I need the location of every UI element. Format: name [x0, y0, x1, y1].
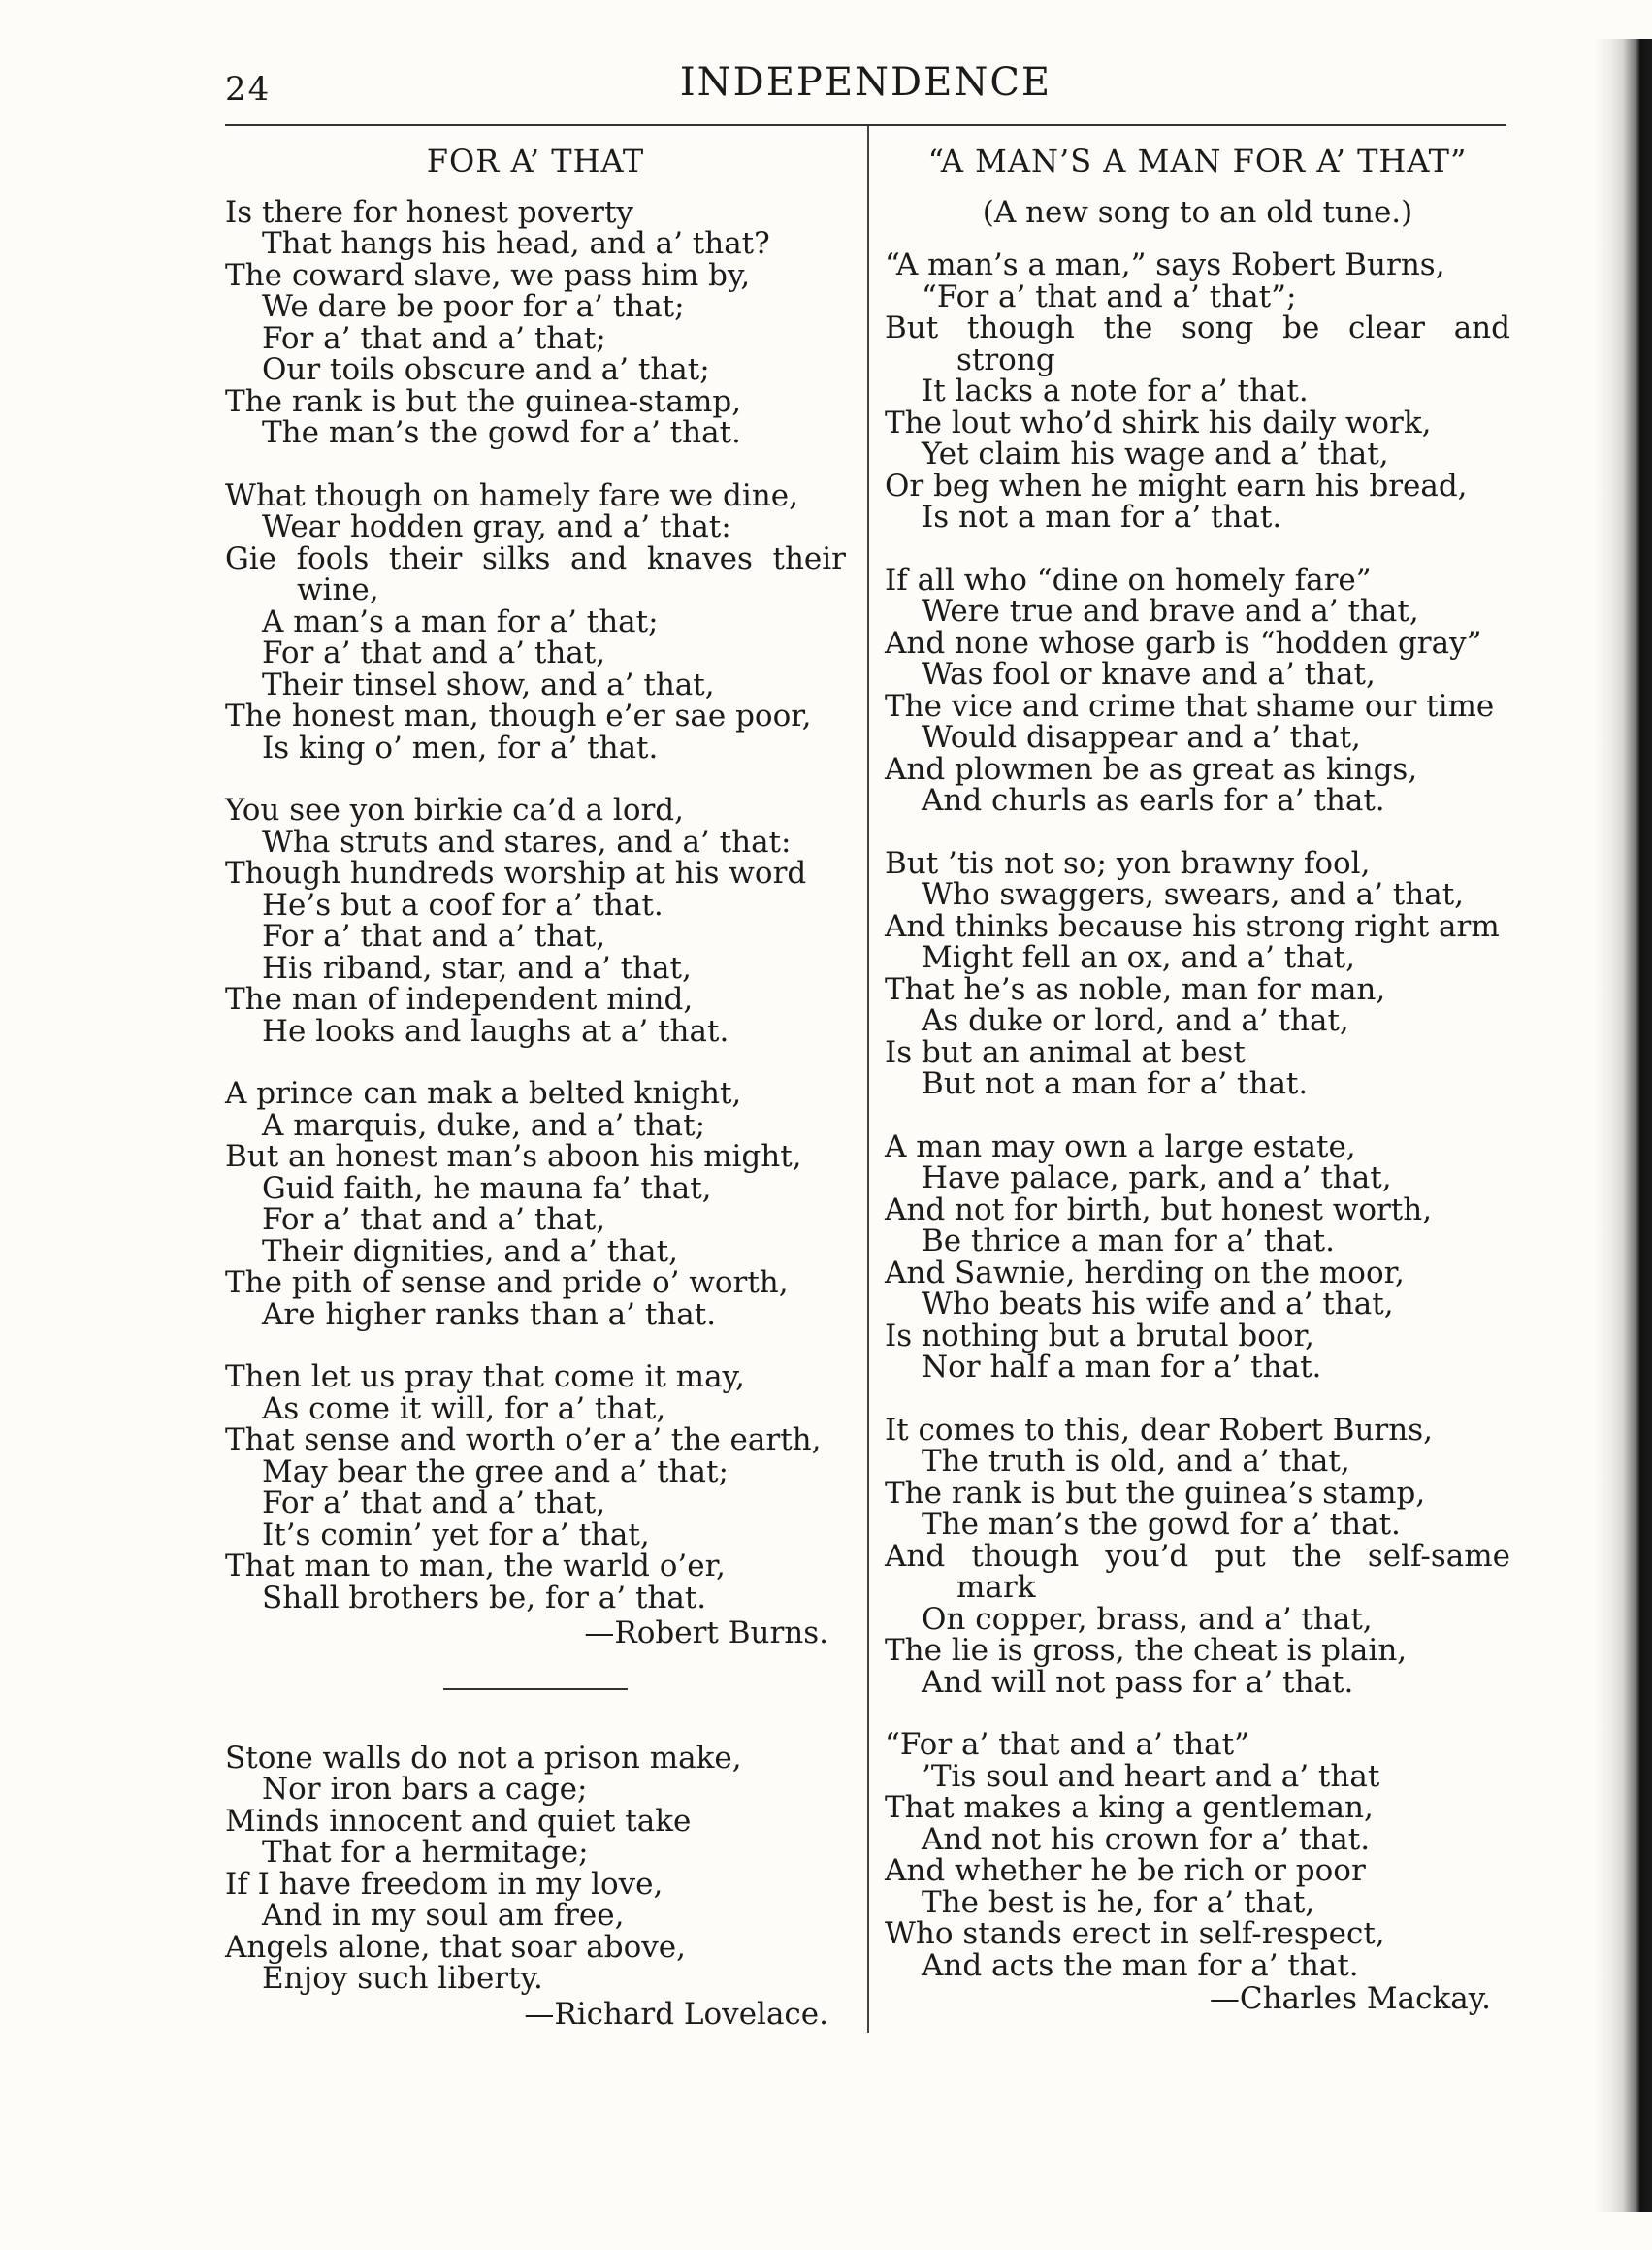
- poem-subtitle: (A new song to an old tune.): [982, 194, 1413, 230]
- poem-line: But not a man for a’ that.: [922, 1066, 1309, 1101]
- poem-line: The man of independent mind,: [225, 982, 694, 1017]
- poem-line: A man may own a large estate,: [885, 1128, 1356, 1164]
- poem-line: But ’tis not so; yon brawny fool,: [885, 845, 1371, 881]
- poem-line: Is but an animal at best: [885, 1034, 1246, 1070]
- stanza: [885, 1128, 1510, 1385]
- poem-line: May bear the gree and a’ that;: [262, 1453, 729, 1489]
- poem-line: strong: [956, 342, 1055, 377]
- poem-line: The lout who’d shirk his daily work,: [885, 405, 1432, 440]
- poem-line: And whether he be rich or poor: [885, 1853, 1366, 1888]
- poem-line: He looks and laughs at a’ that.: [262, 1013, 729, 1049]
- poem-line: The rank is but the guinea’s stamp,: [885, 1475, 1426, 1511]
- poem-line: As duke or lord, and a’ that,: [922, 1003, 1349, 1038]
- poem-line: The vice and crime that shame our time: [885, 688, 1495, 724]
- stanza: [885, 562, 1510, 818]
- poem-line: If I have freedom in my love,: [225, 1866, 664, 1902]
- poem-line: Or beg when he might earn his bread,: [885, 468, 1468, 504]
- poem-line: Though hundreds worship at his word: [225, 856, 807, 891]
- poem-line: And churls as earls for a’ that.: [922, 783, 1385, 818]
- poem-line: His riband, star, and a’ that,: [262, 950, 692, 986]
- poem-line: Shall brothers be, for a’ that.: [262, 1580, 707, 1615]
- poem-line: Enjoy such liberty.: [262, 1961, 543, 1996]
- poem-line: The honest man, though e’er sae poor,: [225, 699, 812, 734]
- poem-line: “For a’ that and a’ that”: [885, 1727, 1249, 1762]
- poem-line: Who beats his wife and a’ that,: [922, 1287, 1394, 1321]
- poem-line: Wha struts and stares, and a’ that:: [262, 824, 792, 860]
- poem-line: Stone walls do not a prison make,: [225, 1740, 742, 1776]
- poem-line: Who stands erect in self-respect,: [885, 1916, 1385, 1951]
- poem-line: It’s comin’ yet for a’ that,: [262, 1516, 650, 1552]
- poem-line: For a’ that and a’ that,: [262, 919, 606, 954]
- stanza: [885, 1729, 1510, 1981]
- poem-line: Is not a man for a’ that.: [922, 500, 1282, 535]
- poem-line: Be thrice a man for a’ that.: [922, 1223, 1335, 1258]
- poem-line: That makes a king a gentleman,: [885, 1790, 1374, 1825]
- poem-line: And acts the man for a’ that.: [922, 1947, 1359, 1983]
- poem-line: And none whose garb is “hodden gray”: [885, 625, 1482, 661]
- poem-line: Their tinsel show, and a’ that,: [262, 667, 715, 702]
- poem-line: And will not pass for a’ that.: [922, 1664, 1354, 1700]
- poem-line: Nor half a man for a’ that.: [922, 1350, 1322, 1385]
- column-divider: [867, 126, 869, 2033]
- poem-line: “A man’s a man,” says Robert Burns,: [885, 247, 1445, 282]
- poem-line: The coward slave, we pass him by,: [225, 257, 751, 293]
- stanza: [885, 845, 1510, 1101]
- poem-line: That for a hermitage;: [262, 1835, 589, 1870]
- page-number: 24: [225, 70, 272, 109]
- poem-line: Guid faith, he mauna fa’ that,: [262, 1170, 712, 1206]
- poem-attribution: —Charles Mackay.: [1209, 1981, 1491, 2016]
- poem-line: Is king o’ men, for a’ that.: [262, 730, 659, 766]
- poem-attribution: —Robert Burns.: [584, 1615, 828, 1650]
- poem-line: That man to man, the warld o’er,: [225, 1549, 726, 1583]
- page-header: [225, 60, 1506, 128]
- poem-line: mark: [956, 1570, 1036, 1605]
- poem-line: For a’ that and a’ that,: [262, 1202, 606, 1237]
- poem-line: Were true and brave and a’ that,: [922, 594, 1419, 629]
- stanza: [225, 1361, 846, 1614]
- stanza: [225, 1740, 846, 1996]
- page-binding-edge: [1594, 39, 1652, 2212]
- poem-line: A marquis, duke, and a’ that;: [262, 1107, 706, 1143]
- poem-line: The pith of sense and pride o’ worth,: [225, 1265, 789, 1300]
- poem-title: “A MAN’S A MAN FOR A’ THAT”: [927, 143, 1468, 179]
- poem-line: And though you’d put the self-same: [885, 1538, 1510, 1574]
- poem-line: For a’ that and a’ that;: [262, 320, 606, 356]
- poem-line: The truth is old, and a’ that,: [922, 1444, 1350, 1479]
- poem-line: Nor iron bars a cage;: [262, 1772, 588, 1807]
- poem-line: Then let us pray that come it may,: [225, 1359, 745, 1394]
- poem-title: FOR A’ THAT: [426, 143, 645, 179]
- stanza: [225, 194, 846, 450]
- poem-line: And Sawnie, herding on the moor,: [885, 1255, 1405, 1290]
- poem-line: A man’s a man for a’ that;: [262, 603, 659, 639]
- poem-line: The best is he, for a’ that,: [922, 1884, 1315, 1920]
- poem-line: And not his crown for a’ that.: [922, 1821, 1371, 1857]
- poem-line: Who swaggers, swears, and a’ that,: [922, 877, 1464, 912]
- poem-line: That hangs his head, and a’ that?: [262, 226, 770, 261]
- running-head-title: INDEPENDENCE: [679, 60, 1053, 105]
- poem-line: On copper, brass, and a’ that,: [922, 1601, 1373, 1637]
- stanza: [225, 477, 846, 766]
- poem-line: Minds innocent and quiet take: [225, 1803, 692, 1839]
- poem-line: The lie is gross, the cheat is plain,: [885, 1633, 1408, 1668]
- stanza: [885, 249, 1510, 534]
- poem-line: And not for birth, but honest worth,: [885, 1191, 1433, 1227]
- stanza: [225, 795, 846, 1047]
- poem-line: And plowmen be as great as kings,: [885, 751, 1418, 787]
- poem-line: Would disappear and a’ that,: [922, 720, 1361, 755]
- poem-line: Their dignities, and a’ that,: [262, 1233, 678, 1269]
- poem-line: He’s but a coof for a’ that.: [262, 887, 664, 923]
- poem-line: Is there for honest poverty: [225, 194, 633, 230]
- poem-line: But though the song be clear and: [885, 310, 1510, 345]
- poem-line: Might fell an ox, and a’ that,: [922, 940, 1355, 975]
- stanza: [885, 1412, 1510, 1700]
- poem-line: And thinks because his strong right arm: [885, 908, 1500, 944]
- poem-line: A prince can mak a belted knight,: [225, 1076, 742, 1111]
- stanza: [225, 1078, 846, 1330]
- poem-line: Are higher ranks than a’ that.: [262, 1296, 717, 1332]
- right-column: [885, 143, 1510, 2054]
- poem-line: Wear hodden gray, and a’ that:: [262, 509, 731, 544]
- poem-line: As come it will, for a’ that,: [262, 1390, 666, 1426]
- poem-line: Was fool or knave and a’ that,: [922, 657, 1376, 692]
- poem-line: That he’s as noble, man for man,: [885, 971, 1386, 1007]
- poem-line: If all who “dine on homely fare”: [885, 562, 1372, 598]
- poem-line: Is nothing but a brutal boor,: [885, 1318, 1314, 1353]
- header-rule: [225, 124, 1506, 126]
- poem-line: It comes to this, dear Robert Burns,: [885, 1412, 1433, 1448]
- poem-line: But an honest man’s aboon his might,: [225, 1139, 802, 1174]
- poem-line: Have palace, park, and a’ that,: [922, 1160, 1392, 1195]
- section-separator: [443, 1688, 628, 1690]
- poem-line: What though on hamely fare we dine,: [225, 477, 798, 513]
- poem-line: It lacks a note for a’ that.: [922, 374, 1309, 408]
- poem-line: And in my soul am free,: [262, 1898, 625, 1933]
- poem-line: Yet claim his wage and a’ that,: [922, 437, 1389, 472]
- poem-line: That sense and worth o’er a’ the earth,: [225, 1422, 822, 1457]
- poem-line: For a’ that and a’ that,: [262, 636, 606, 670]
- poem-line: The rank is but the guinea-stamp,: [225, 383, 742, 419]
- poem-line: Our toils obscure and a’ that;: [262, 352, 710, 387]
- poem-line: The man’s the gowd for a’ that.: [262, 415, 741, 450]
- left-column: [225, 143, 846, 2069]
- poem-line: ’Tis soul and heart and a’ that: [922, 1758, 1380, 1794]
- poem-attribution: —Richard Lovelace.: [524, 1996, 828, 2032]
- poem-line: You see yon birkie ca’d a lord,: [225, 793, 685, 828]
- poem-line: For a’ that and a’ that,: [262, 1485, 606, 1520]
- poem-line: Gie fools their silks and knaves their: [225, 540, 846, 576]
- poem-line: Angels alone, that soar above,: [225, 1929, 686, 1965]
- poem-line: We dare be poor for a’ that;: [262, 289, 685, 324]
- poem-line: “For a’ that and a’ that”;: [922, 278, 1297, 314]
- poem-line: wine,: [297, 572, 379, 607]
- poem-line: The man’s the gowd for a’ that.: [922, 1507, 1401, 1542]
